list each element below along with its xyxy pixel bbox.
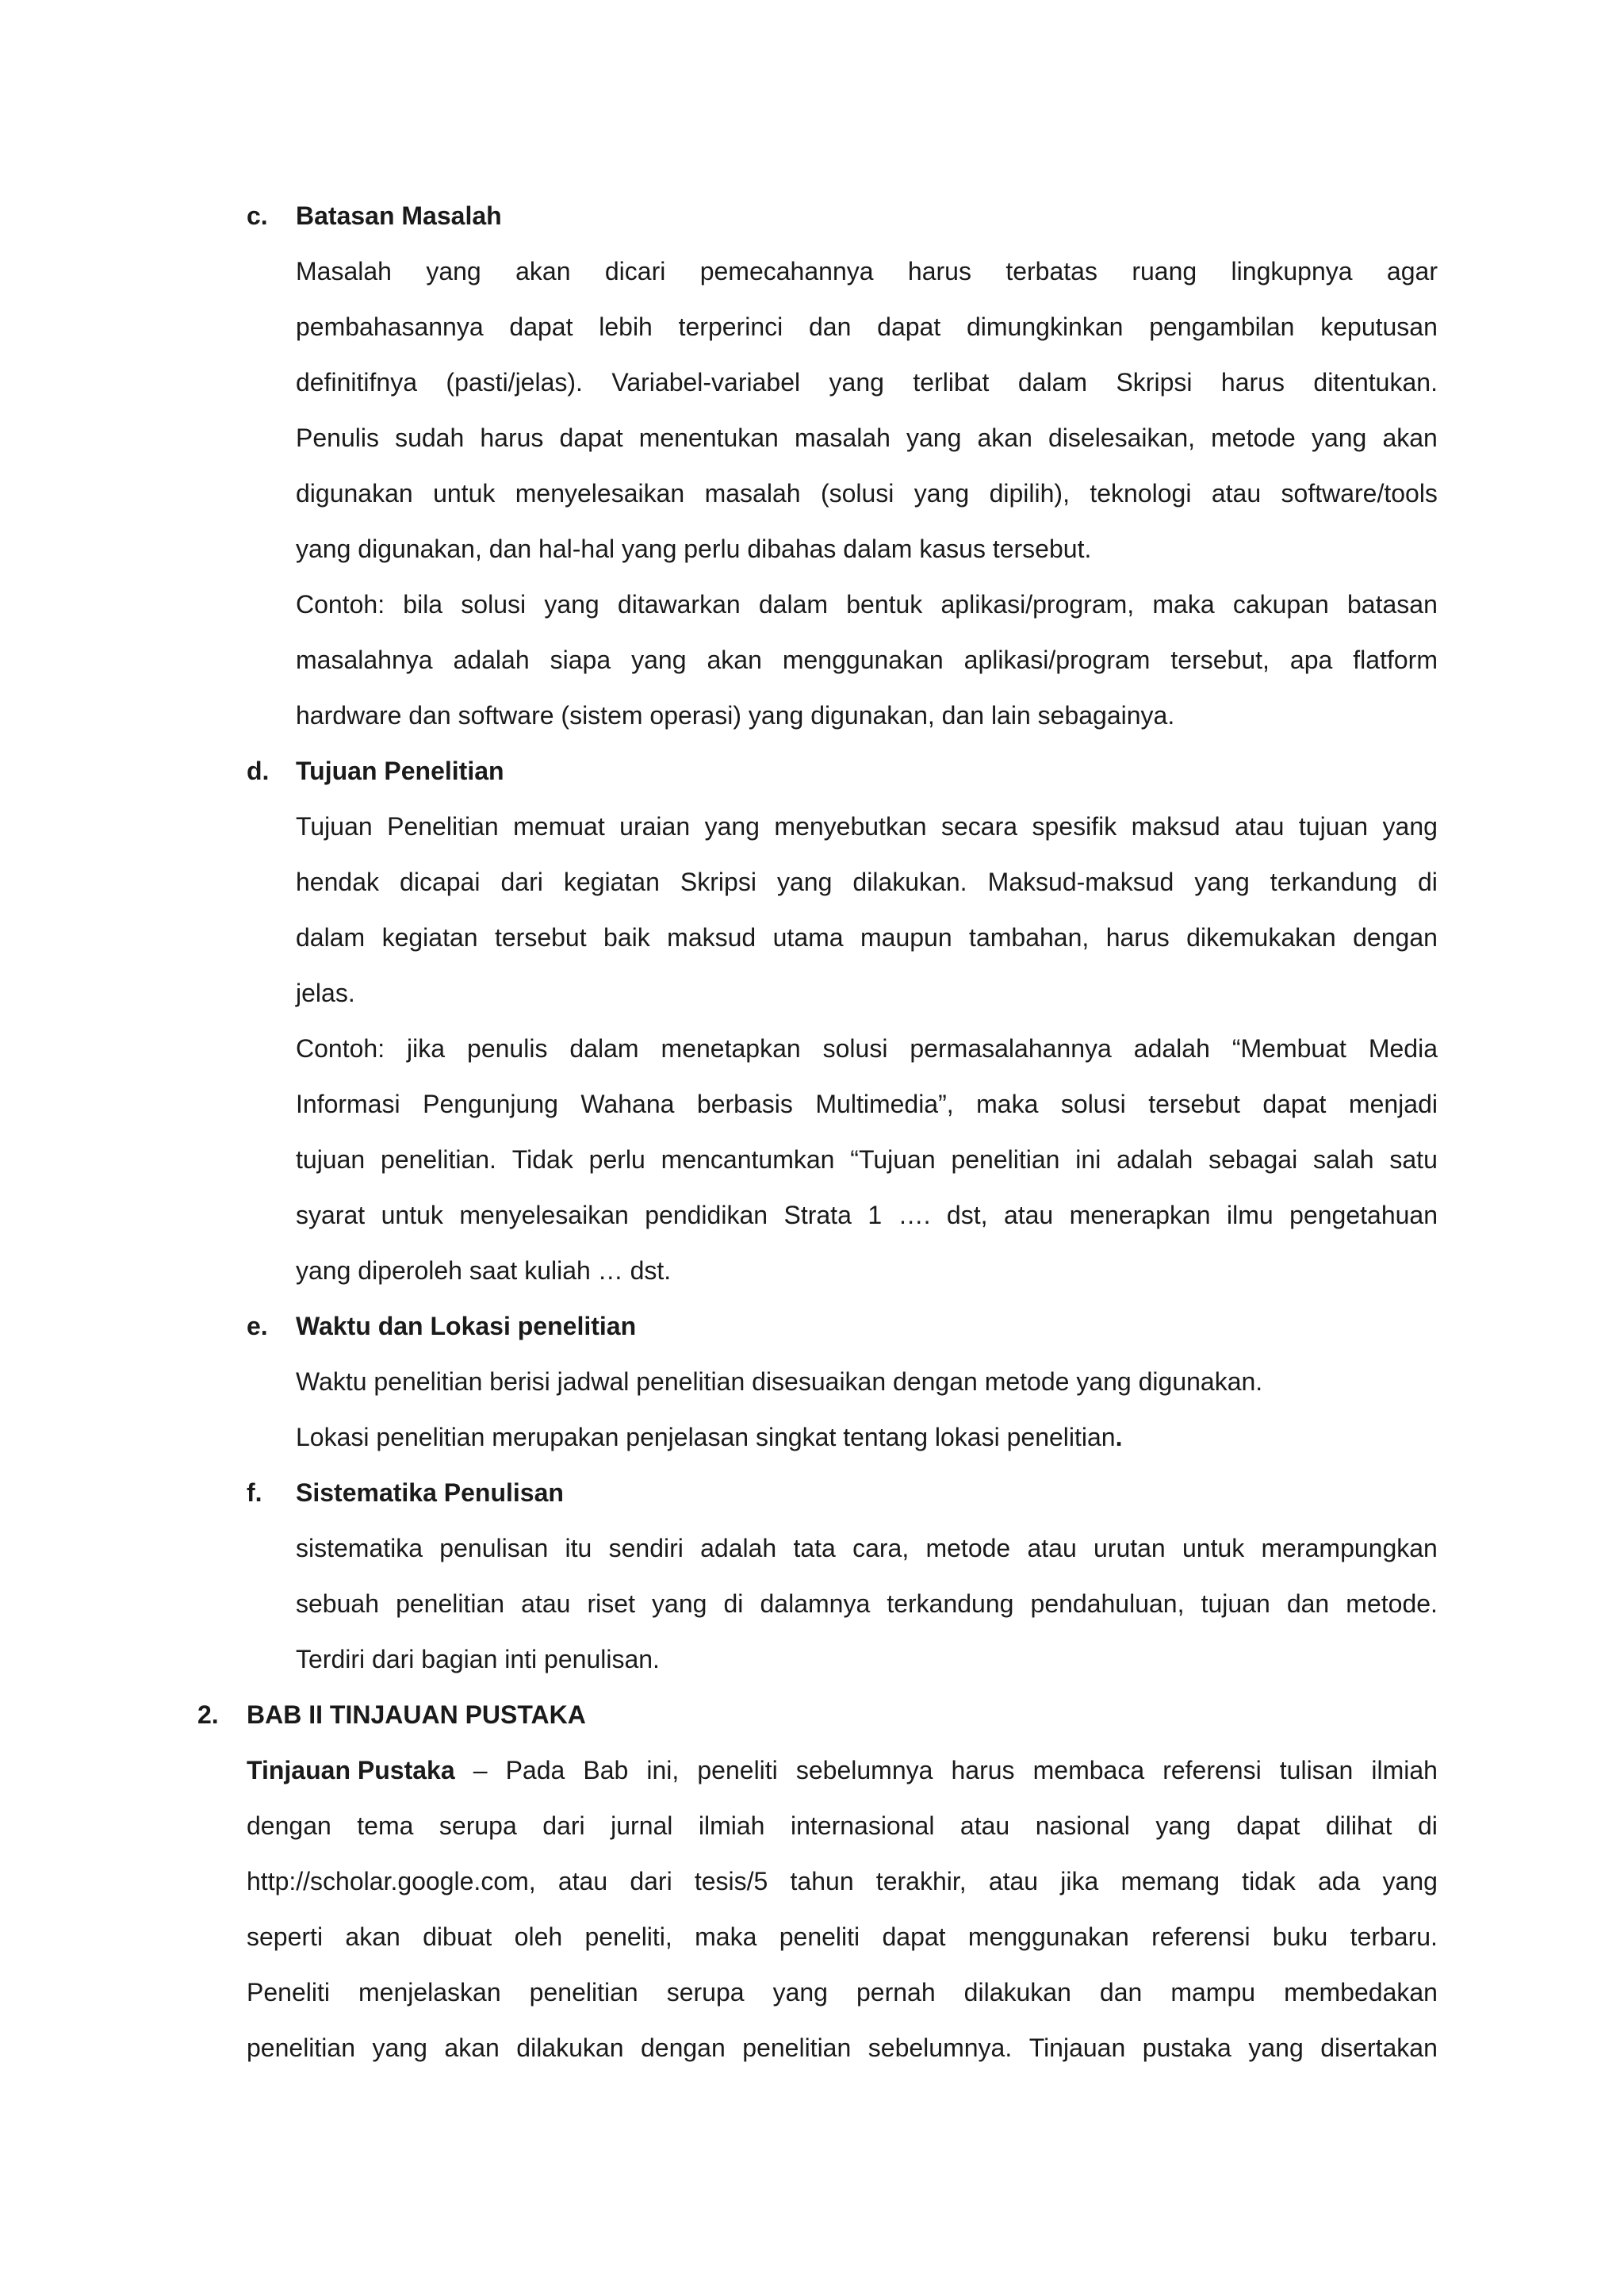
word: ruang: [1132, 257, 1197, 286]
chapter-2-title: BAB II TINJAUAN PUSTAKA: [247, 1700, 586, 1729]
word: dari: [500, 868, 543, 896]
word: tema: [357, 1811, 414, 1840]
word: merampungkan: [1261, 1534, 1438, 1562]
word: yang: [704, 812, 760, 841]
word: yang: [914, 479, 970, 508]
word: tujuan: [1201, 1589, 1270, 1618]
word: ilmiah: [698, 1811, 765, 1840]
word: ditawarkan: [617, 590, 741, 619]
word: atau: [1003, 1201, 1054, 1229]
word: dari: [542, 1811, 585, 1840]
word: “Tujuan: [850, 1145, 936, 1174]
word: lebih: [599, 312, 653, 341]
word: adalah: [1133, 1034, 1210, 1063]
word: harus: [951, 1756, 1015, 1784]
word: pengetahuan: [1289, 1201, 1438, 1229]
word: pendidikan: [645, 1201, 768, 1229]
word: solusi: [1060, 1090, 1126, 1118]
word: definitifnya: [296, 368, 417, 397]
word: metode.: [1346, 1589, 1438, 1618]
word: menjelaskan: [358, 1978, 501, 2007]
word: ini: [1075, 1145, 1101, 1174]
word: membaca: [1032, 1756, 1145, 1784]
word: yang: [372, 2033, 427, 2062]
word: sudah: [395, 424, 465, 452]
word: yang: [829, 368, 884, 397]
word: tersebut: [494, 923, 587, 952]
word: peneliti: [697, 1756, 778, 1784]
word: ada: [1317, 1867, 1361, 1895]
word: akan: [977, 424, 1032, 452]
word: dapat: [1236, 1811, 1300, 1840]
word: Peneliti: [247, 1978, 330, 2007]
chapter-2-line-1: [247, 1754, 1438, 1786]
chapter-2-line-6: [247, 2032, 1438, 2064]
section-e-title: Waktu dan Lokasi penelitian: [296, 1312, 637, 1340]
section-d-line-2: [296, 866, 1438, 898]
word: yang: [426, 257, 481, 286]
word: metode: [925, 1534, 1011, 1562]
word: harus: [1220, 368, 1285, 397]
section-d-line-9: yang diperoleh saat kuliah … dst.: [296, 1256, 672, 1285]
word: jika: [407, 1034, 446, 1063]
word: bila: [403, 590, 443, 619]
section-d-line-7: [296, 1144, 1438, 1175]
word: ilmiah: [1371, 1756, 1438, 1784]
word: (pasti/jelas).: [446, 368, 583, 397]
word: buku: [1272, 1922, 1328, 1951]
word: syarat: [296, 1201, 366, 1229]
section-e-line-2-period: .: [1115, 1423, 1123, 1451]
word: untuk: [433, 479, 496, 508]
word: flatform: [1353, 646, 1438, 674]
word: digunakan: [296, 479, 413, 508]
section-c-line-5: [296, 477, 1438, 509]
word: dapat: [559, 424, 623, 452]
word: yang: [544, 590, 599, 619]
section-c-line-1: [296, 255, 1438, 287]
word: cakupan: [1232, 590, 1329, 619]
word: Media: [1368, 1034, 1438, 1063]
word: “Membuat: [1231, 1034, 1346, 1063]
word: utama: [772, 923, 844, 952]
section-e-line-2-text: Lokasi penelitian merupakan penjelasan singkat tentang lokasi penelitian: [296, 1423, 1116, 1451]
word: aplikasi/program: [963, 646, 1151, 674]
chapter-2-marker: 2.: [197, 1700, 219, 1729]
word: dapat: [509, 312, 573, 341]
word: serupa: [666, 1978, 745, 2007]
word: Masalah: [296, 257, 392, 286]
section-f-marker: f.: [247, 1478, 262, 1507]
section-c-line-2: [296, 311, 1438, 343]
word: uraian: [619, 812, 691, 841]
word: siapa: [550, 646, 611, 674]
word: sebagai: [1208, 1145, 1298, 1174]
word: diselesaikan,: [1048, 424, 1195, 452]
word: solusi: [822, 1034, 888, 1063]
word: –: [473, 1756, 488, 1784]
word: dicapai: [400, 868, 481, 896]
word: kegiatan: [563, 868, 660, 896]
word: Maksud-maksud: [987, 868, 1174, 896]
word: memuat: [513, 812, 605, 841]
word: tahun: [790, 1867, 854, 1895]
word: dapat: [1262, 1090, 1327, 1118]
word: dalam: [296, 923, 366, 952]
word: akan: [444, 2033, 500, 2062]
word: teknologi: [1090, 479, 1192, 508]
word: tujuan: [1298, 812, 1369, 841]
word: di: [1417, 868, 1438, 896]
word: Strata: [783, 1201, 852, 1229]
word: Multimedia”,: [815, 1090, 954, 1118]
section-c-line-9: hardware dan software (sistem operasi) yang digunakan, dan lain sebagainya.: [296, 701, 1175, 730]
word: harus: [907, 257, 971, 286]
word: Tinjauan: [1028, 2033, 1126, 2062]
word: Pengunjung: [423, 1090, 558, 1118]
word: satu: [1389, 1145, 1438, 1174]
word: penelitian: [247, 2033, 355, 2062]
section-c-line-6: yang digunakan, dan hal-hal yang perlu dibahas dalam kasus tersebut.: [296, 535, 1092, 563]
word: adalah: [700, 1534, 777, 1562]
section-d-line-5: [296, 1033, 1438, 1064]
word: nasional: [1035, 1811, 1130, 1840]
word: salah: [1313, 1145, 1374, 1174]
word: penulisan: [439, 1534, 549, 1562]
word: membedakan: [1284, 1978, 1438, 2007]
word: Variabel-variabel: [611, 368, 801, 397]
word: terperinci: [678, 312, 783, 341]
word: menyelesaikan: [515, 479, 685, 508]
word: yang: [776, 868, 833, 896]
word: dapat: [882, 1922, 946, 1951]
word: maksud: [667, 923, 756, 952]
word: yang: [631, 646, 687, 674]
word: menentukan: [638, 424, 779, 452]
section-f-line-1: [296, 1532, 1438, 1564]
word: Bab: [583, 1756, 629, 1784]
word: dst,: [946, 1201, 988, 1229]
word: tidak: [1242, 1867, 1296, 1895]
word: tujuan: [296, 1145, 366, 1174]
word: atau: [1211, 479, 1262, 508]
word: tata: [793, 1534, 836, 1562]
word: batasan: [1347, 590, 1438, 619]
word: pemecahannya: [699, 257, 874, 286]
word: agar: [1386, 257, 1438, 286]
word: harus: [480, 424, 544, 452]
word: dalam: [569, 1034, 639, 1063]
word: jika: [1060, 1867, 1099, 1895]
word: referensi: [1162, 1756, 1262, 1784]
word: akan: [345, 1922, 400, 1951]
word: apa: [1289, 646, 1333, 674]
word: dalam: [758, 590, 829, 619]
word: atau: [988, 1867, 1039, 1895]
word: Informasi: [296, 1090, 400, 1118]
word: Skripsi: [1116, 368, 1193, 397]
word: masalahnya: [296, 646, 433, 674]
word: serupa: [439, 1811, 517, 1840]
word: dilakukan: [516, 2033, 624, 2062]
word: itu: [565, 1534, 592, 1562]
word: pernah: [856, 1978, 936, 2007]
word: ditentukan.: [1313, 368, 1438, 397]
word: peneliti,: [584, 1922, 672, 1951]
word: (solusi: [820, 479, 894, 508]
word: memang: [1120, 1867, 1220, 1895]
chapter-2-line-4: [247, 1921, 1438, 1953]
word: maka: [976, 1090, 1039, 1118]
word: akan: [515, 257, 571, 286]
word: yang: [1311, 424, 1367, 452]
chapter-2-line-3: [247, 1865, 1438, 1897]
section-c-line-4: [296, 422, 1438, 454]
word: dilakukan: [963, 1978, 1071, 2007]
word: tersebut,: [1170, 646, 1270, 674]
word: dilakukan.: [852, 868, 967, 896]
section-e-line-2: [296, 1421, 1438, 1453]
word: Contoh:: [296, 1034, 385, 1063]
word: http://scholar.google.com,: [247, 1867, 536, 1895]
word: permasalahannya: [910, 1034, 1112, 1063]
word: ….: [898, 1201, 931, 1229]
word: terkandung: [1270, 868, 1397, 896]
word: masalah: [704, 479, 801, 508]
word: menggunakan: [967, 1922, 1129, 1951]
word: menyebutkan: [774, 812, 927, 841]
word: di: [1417, 1811, 1438, 1840]
section-d-title: Tujuan Penelitian: [296, 757, 504, 785]
section-f-title: Sistematika Penulisan: [296, 1478, 564, 1507]
word: keputusan: [1320, 312, 1438, 341]
chapter-2-line-5: [247, 1976, 1438, 2008]
section-d-marker: d.: [247, 757, 270, 785]
chapter-2-line-2: [247, 1810, 1438, 1842]
section-e-line-1: Waktu penelitian berisi jadwal penelitian disesuaikan dengan metode yang digunakan.: [296, 1367, 1263, 1396]
word: penelitian: [529, 1978, 638, 2007]
word: penelitian: [742, 2033, 852, 2062]
section-c-line-3: [296, 366, 1438, 398]
word: dengan: [1353, 923, 1438, 952]
word: penelitian: [396, 1589, 505, 1618]
word: sebelumnya.: [868, 2033, 1013, 2062]
word: oleh: [514, 1922, 563, 1951]
word: spesifik: [1032, 812, 1117, 841]
word: internasional: [790, 1811, 935, 1840]
word: dikemukakan: [1186, 923, 1336, 952]
word: akan: [707, 646, 762, 674]
word: yang: [1194, 868, 1250, 896]
word: Skripsi: [680, 868, 756, 896]
word: jurnal: [611, 1811, 673, 1840]
word: solusi: [461, 590, 527, 619]
word: baik: [603, 923, 650, 952]
word: dipilih),: [989, 479, 1070, 508]
word: yang: [906, 424, 962, 452]
word: metode: [1211, 424, 1296, 452]
word: menerapkan: [1069, 1201, 1211, 1229]
word: terkandung: [887, 1589, 1014, 1618]
word: harus: [1105, 923, 1170, 952]
word: akan: [1382, 424, 1438, 452]
word: sendiri: [608, 1534, 684, 1562]
word: tambahan,: [969, 923, 1090, 952]
word: menyelesaikan: [459, 1201, 629, 1229]
word: kegiatan: [381, 923, 478, 952]
word: dengan: [247, 1811, 331, 1840]
word: dan: [1286, 1589, 1330, 1618]
word: dari: [630, 1867, 672, 1895]
word: sebelumnya: [795, 1756, 933, 1784]
word: pendahuluan,: [1030, 1589, 1185, 1618]
word: berbasis: [696, 1090, 793, 1118]
word: dalam: [1017, 368, 1088, 397]
word: peneliti: [779, 1922, 860, 1951]
word: urutan: [1093, 1534, 1166, 1562]
word: yang: [1248, 2033, 1304, 2062]
word: dalamnya: [760, 1589, 871, 1618]
word: 1: [868, 1201, 883, 1229]
word: adalah: [453, 646, 530, 674]
word: bentuk: [846, 590, 923, 619]
word: maka: [695, 1922, 757, 1951]
word: yang: [772, 1978, 828, 2007]
word: adalah: [1116, 1145, 1193, 1174]
word: terbatas: [1005, 257, 1097, 286]
section-d-line-4: jelas.: [296, 979, 355, 1007]
word: dilihat: [1325, 1811, 1392, 1840]
word: Penelitian: [387, 812, 499, 841]
word: menjadi: [1348, 1090, 1438, 1118]
section-d-line-8: [296, 1199, 1438, 1231]
word: ilmu: [1227, 1201, 1274, 1229]
word: dimungkinkan: [966, 312, 1124, 341]
section-d-line-6: [296, 1088, 1438, 1120]
word: dapat: [877, 312, 941, 341]
word: menggunakan: [782, 646, 944, 674]
word: software/tools: [1281, 479, 1438, 508]
word: penulis: [467, 1034, 548, 1063]
word: terlibat: [913, 368, 990, 397]
word: hendak: [296, 868, 379, 896]
word: dan: [808, 312, 852, 341]
word: secara: [940, 812, 1018, 841]
word: mencantumkan: [661, 1145, 835, 1174]
word: untuk: [1182, 1534, 1245, 1562]
word: pembahasannya: [296, 312, 484, 341]
word: untuk: [381, 1201, 443, 1229]
word: Tinjauan Pustaka: [247, 1756, 455, 1784]
word: penelitian.: [381, 1145, 496, 1174]
word: terbaru.: [1350, 1922, 1438, 1951]
word: Penulis: [296, 424, 379, 452]
word: tulisan: [1279, 1756, 1354, 1784]
word: maksud: [1131, 812, 1220, 841]
word: terakhir,: [875, 1867, 967, 1895]
word: yang: [1382, 812, 1438, 841]
word: referensi: [1151, 1922, 1251, 1951]
section-f-line-3: Terdiri dari bagian inti penulisan.: [296, 1645, 660, 1673]
word: pustaka: [1142, 2033, 1231, 2062]
word: yang: [1382, 1867, 1438, 1895]
word: tersebut: [1148, 1090, 1240, 1118]
word: perlu: [588, 1145, 645, 1174]
word: penelitian: [951, 1145, 1060, 1174]
word: yang: [652, 1589, 707, 1618]
word: Tujuan: [296, 812, 373, 841]
word: Pada: [505, 1756, 565, 1784]
word: mampu: [1170, 1978, 1256, 2007]
word: atau: [557, 1867, 608, 1895]
section-d-line-1: [296, 811, 1438, 842]
word: seperti: [247, 1922, 324, 1951]
word: dengan: [640, 2033, 726, 2062]
word: riset: [587, 1589, 635, 1618]
word: tesis/5: [694, 1867, 768, 1895]
word: maka: [1152, 590, 1215, 619]
section-e-marker: e.: [247, 1312, 268, 1340]
word: Tidak: [511, 1145, 573, 1174]
word: masalah: [794, 424, 891, 452]
word: maupun: [860, 923, 952, 952]
word: atau: [1235, 812, 1285, 841]
section-c-marker: c.: [247, 201, 268, 230]
word: atau: [959, 1811, 1010, 1840]
word: pengambilan: [1149, 312, 1295, 341]
word: ini,: [646, 1756, 680, 1784]
word: aplikasi/program,: [940, 590, 1135, 619]
word: di: [723, 1589, 744, 1618]
section-c-line-8: [296, 644, 1438, 676]
word: atau: [521, 1589, 571, 1618]
section-d-line-3: [296, 922, 1438, 953]
section-c-line-7: [296, 588, 1438, 620]
word: Contoh:: [296, 590, 385, 619]
word: sistematika: [296, 1534, 423, 1562]
word: atau: [1027, 1534, 1077, 1562]
word: menetapkan: [661, 1034, 801, 1063]
word: dan: [1099, 1978, 1143, 2007]
section-c-title: Batasan Masalah: [296, 201, 502, 230]
word: Wahana: [580, 1090, 675, 1118]
word: dicari: [604, 257, 666, 286]
word: disertakan: [1320, 2033, 1438, 2062]
word: sebuah: [296, 1589, 379, 1618]
section-f-line-2: [296, 1588, 1438, 1619]
word: dibuat: [423, 1922, 492, 1951]
word: lingkupnya: [1231, 257, 1353, 286]
word: yang: [1155, 1811, 1211, 1840]
word: cara,: [852, 1534, 910, 1562]
